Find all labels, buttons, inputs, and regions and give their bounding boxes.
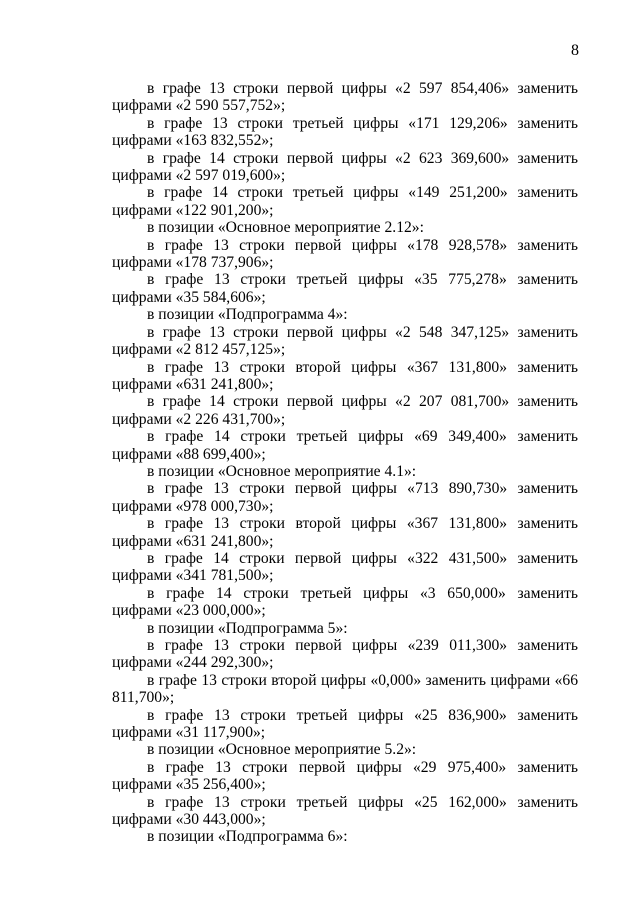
- paragraph: в графе 14 строки третьей цифры «69 349,400» заменить цифрами «88 699,400»;: [112, 428, 578, 463]
- paragraph: в графе 13 строки третьей цифры «35 775,278» заменить цифрами «35 584,606»;: [112, 271, 578, 306]
- paragraph: в графе 13 строки первой цифры «713 890,730» заменить цифрами «978 000,730»;: [112, 480, 578, 515]
- paragraph: в графе 14 строки третьей цифры «149 251,200» заменить цифрами «122 901,200»;: [112, 184, 578, 219]
- page-number: 8: [571, 42, 579, 59]
- paragraph: в графе 14 строки первой цифры «2 623 369,600» заменить цифрами «2 597 019,600»;: [112, 149, 578, 185]
- paragraph: в графе 13 строки первой цифры «29 975,400» заменить цифрами «35 256,400»;: [112, 758, 578, 794]
- paragraph: в позиции «Основное мероприятие 2.12»:: [147, 219, 424, 237]
- paragraph: в позиции «Основное мероприятие 5.2»:: [147, 741, 417, 759]
- paragraph: в графе 14 строки третьей цифры «3 650,000» заменить цифрами «23 000,000»;: [112, 584, 578, 620]
- paragraph: в позиции «Основное мероприятие 4.1»:: [147, 462, 417, 480]
- paragraph: в графе 13 строки второй цифры «0,000» заменить цифрами «66 811,700»;: [112, 671, 578, 707]
- paragraph: в графе 13 строки второй цифры «367 131,800» заменить цифрами «631 241,800»;: [112, 358, 578, 393]
- paragraph: в графе 13 строки первой цифры «2 597 854,406» заменить цифрами «2 590 557,752»;: [112, 80, 578, 115]
- paragraph: в графе 13 строки первой цифры «178 928,578» заменить цифрами «178 737,906»;: [112, 236, 578, 272]
- paragraph: в графе 13 строки первой цифры «2 548 347,125» заменить цифрами «2 812 457,125»;: [112, 323, 578, 359]
- paragraph: в графе 13 строки второй цифры «367 131,800» заменить цифрами «631 241,800»;: [112, 515, 578, 550]
- paragraph: в графе 13 строки первой цифры «239 011,300» заменить цифрами «244 292,300»;: [112, 637, 578, 672]
- paragraph: в позиции «Подпрограмма 4»:: [147, 306, 348, 324]
- paragraph: в графе 13 строки третьей цифры «25 836,900» заменить цифрами «31 117,900»;: [112, 706, 578, 742]
- document-body: [112, 80, 578, 846]
- paragraph: в позиции «Подпрограмма 5»:: [147, 619, 348, 637]
- paragraph: в графе 13 строки третьей цифры «25 162,000» заменить цифрами «30 443,000»;: [112, 793, 578, 829]
- paragraph: в графе 14 строки первой цифры «2 207 081,700» заменить цифрами «2 226 431,700»;: [112, 393, 578, 428]
- paragraph: в графе 13 строки третьей цифры «171 129,206» заменить цифрами «163 832,552»;: [112, 114, 578, 150]
- paragraph: в позиции «Подпрограмма 6»:: [147, 828, 348, 846]
- paragraph: в графе 14 строки первой цифры «322 431,500» заменить цифрами «341 781,500»;: [112, 549, 578, 585]
